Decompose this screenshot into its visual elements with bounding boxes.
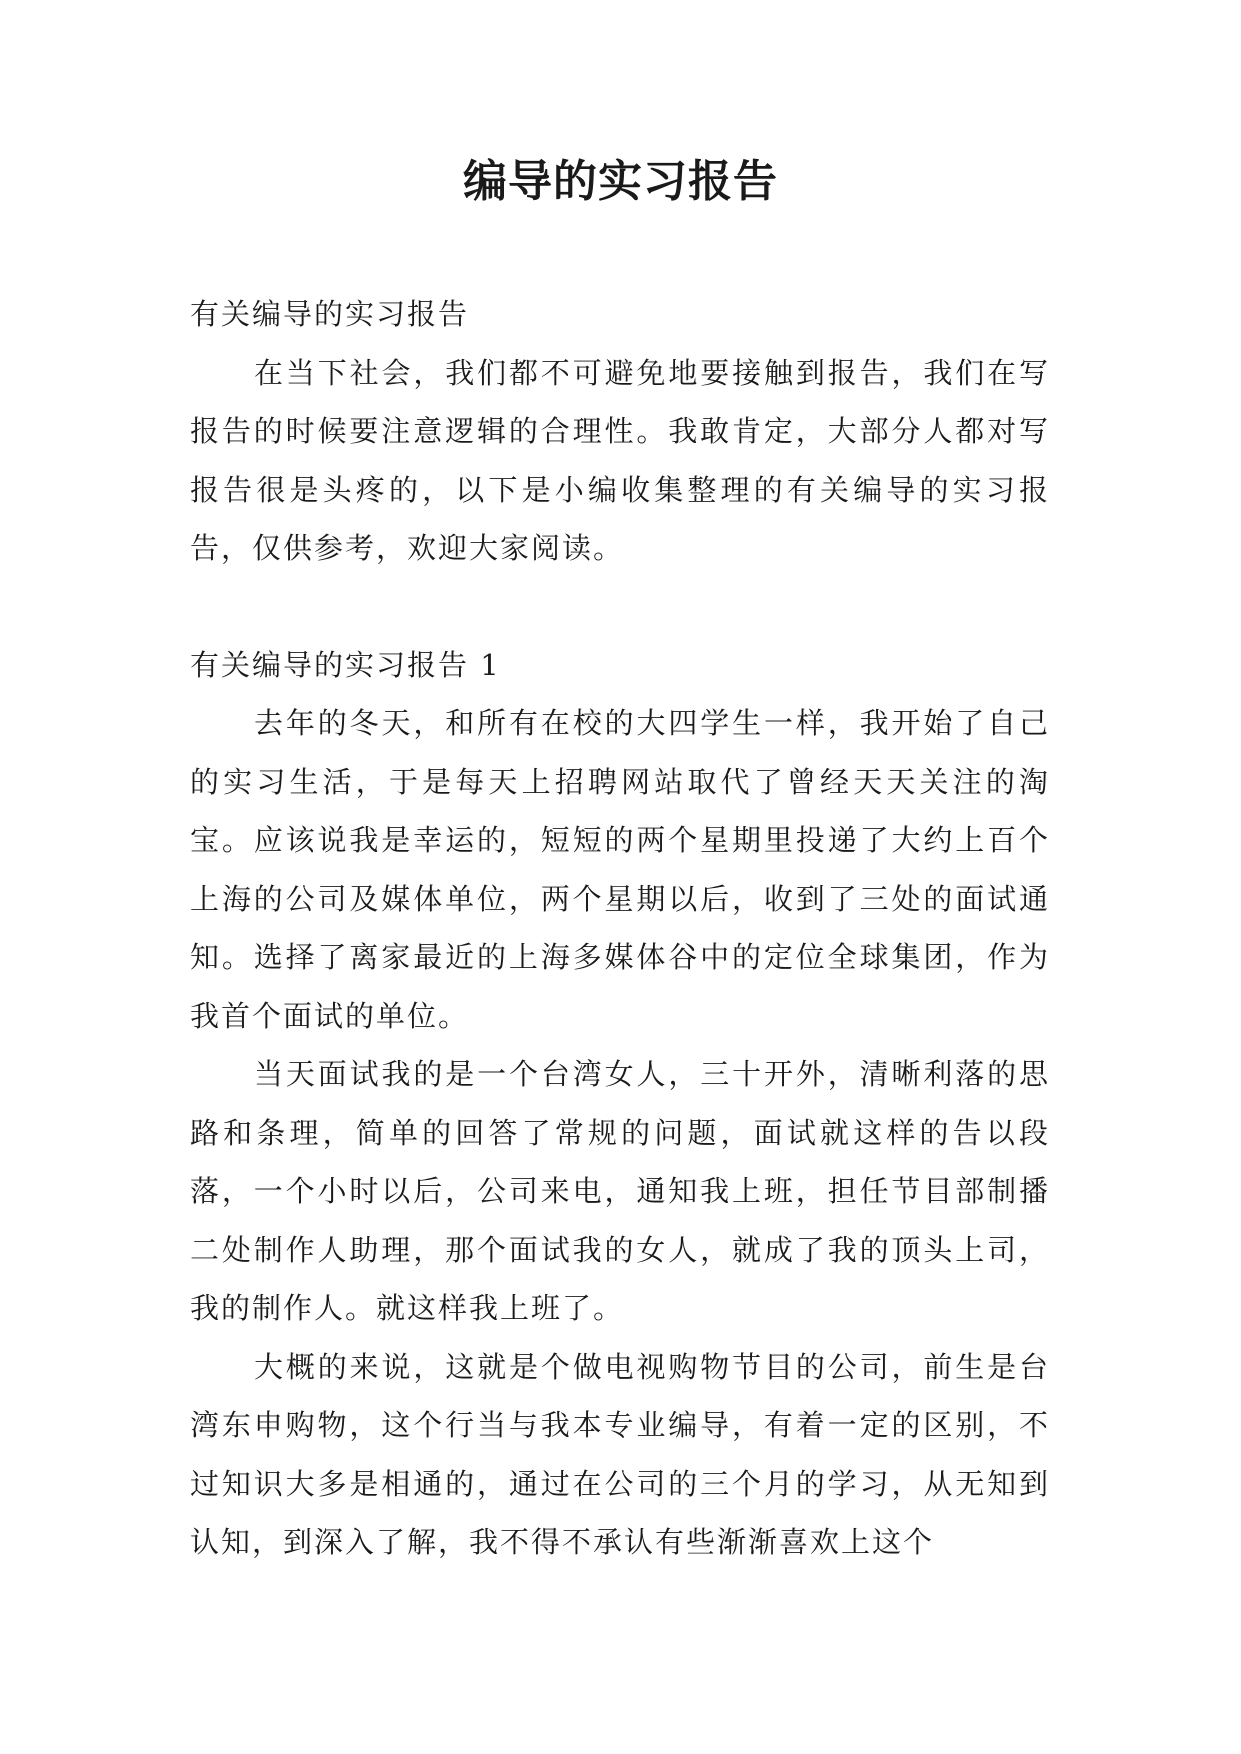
section-1-heading: 有关编导的实习报告 1 [190,647,501,682]
section-1-paragraph-1: 去年的冬天，和所有在校的大四学生一样，我开始了自己的实习生活，于是每天上招聘网站取代了曾经天天关注的淘宝。应该说我是幸运的，短短的两个星期里投递了大约上百个上海的公司及媒体单位，两个星期以后，收到了三处的面试通知。选择了离家最近的上海多媒体谷中的定位全球集团，作为我首个面试的单位。 [190,706,1050,1033]
document-body [190,285,1050,1572]
section-1-paragraph-2: 当天面试我的是一个台湾女人，三十开外，清晰利落的思路和条理，简单的回答了常规的问题，面试就这样的告以段落，一个小时以后，公司来电，通知我上班，担任节目部制播二处制作人助理，那个面试我的女人，就成了我的顶头上司，我的制作人。就这样我上班了。 [190,1057,1050,1325]
document-title: 编导的实习报告 [463,156,778,207]
intro-paragraph: 在当下社会，我们都不可避免地要接触到报告，我们在写报告的时候要注意逻辑的合理性。我敢肯定，大部分人都对写报告很是头疼的，以下是小编收集整理的有关编导的实习报告，仅供参考，欢迎大家阅读。 [190,355,1050,565]
intro-heading: 有关编导的实习报告 [190,297,470,331]
section-1-paragraph-3: 大概的来说，这就是个做电视购物节目的公司，前生是台湾东申购物，这个行当与我本专业编导，有着一定的区别，不过知识大多是相通的，通过在公司的三个月的学习，从无知到认知，到深入了解，我不得不承认有些渐渐喜欢上这个 [190,1349,1050,1559]
